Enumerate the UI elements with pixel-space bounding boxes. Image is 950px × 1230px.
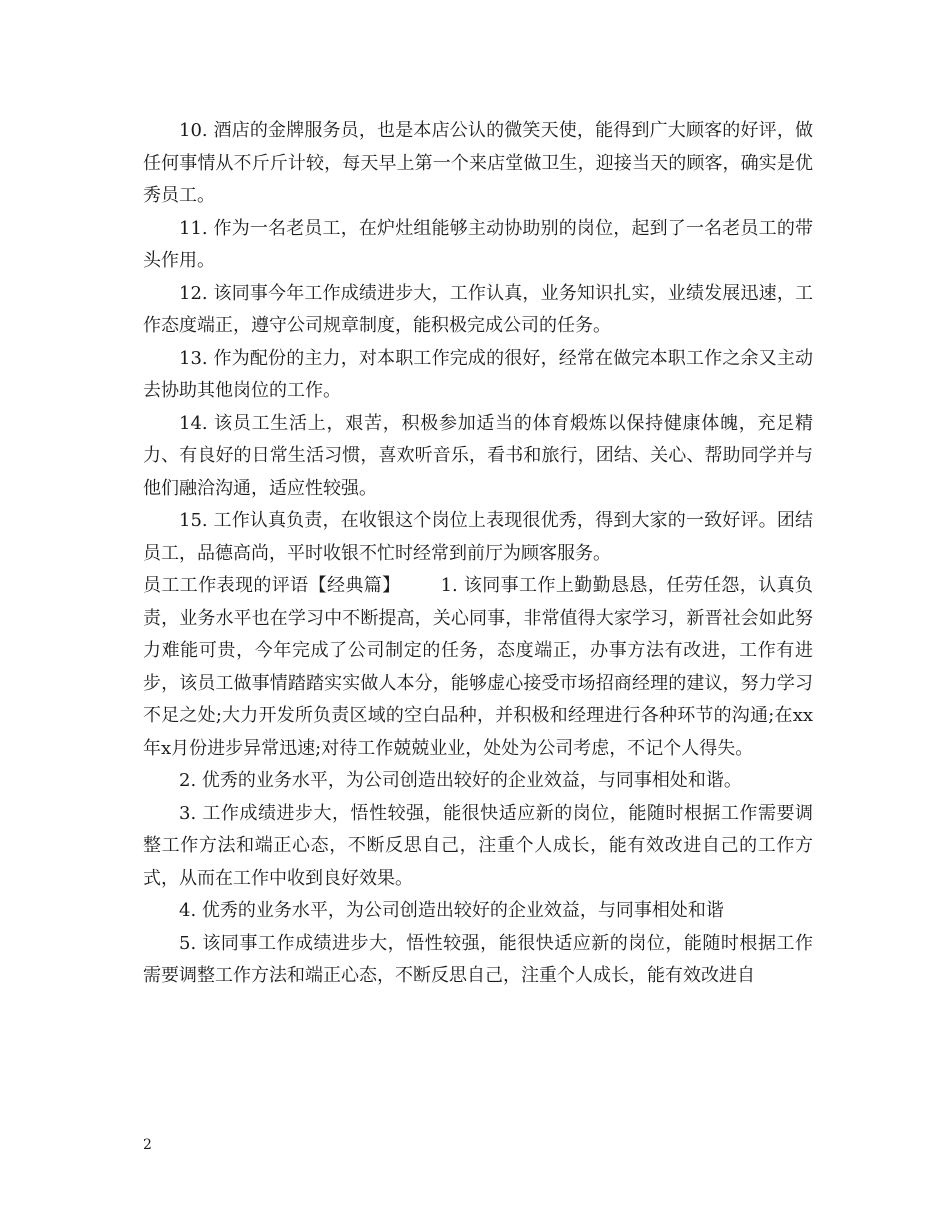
page-number: 2 [143, 1137, 152, 1153]
section-paragraph-1: 1. 该同事工作上勤勤恳恳，任劳任怨，认真负责，业务水平也在学习中不断提高，关心同事，非常值得大家学习，新晋社会如此努力难能可贵，今年完成了公司制定的任务，态度端正，办事方法有改进，工作有进步，该员工做事情踏踏实实做人本分，能够虚心接受市场招商经理的建议，努力学习不足之处;大力开发所负责区域的空白品种，并积极和经理进行各种环节的沟通;在xx年x月份进步异常迅速;对待工作兢兢业业，处处为公司考虑，不记个人得失。 [143, 575, 813, 759]
paragraph-14: 14. 该员工生活上，艰苦，积极参加适当的体育煅炼以保持健康体魄，充足精力、有良好的日常生活习惯，喜欢听音乐，看书和旅行，团结、关心、帮助同学并与他们融洽沟通，适应性较强。 [143, 412, 813, 499]
paragraph-2: 2. 优秀的业务水平，为公司创造出较好的企业效益，与同事相处和谐。 [179, 770, 742, 791]
paragraph-5: 5. 该同事工作成绩进步大，悟性较强，能很快适应新的岗位，能随时根据工作需要调整工作方法和端正心态，不断反思自己，注重个人成长，能有效改进自 [143, 932, 813, 986]
paragraph-3: 3. 工作成绩进步大，悟性较强，能很快适应新的岗位，能随时根据工作需要调整工作方法和端正心态，不断反思自己，注重个人成长，能有效改进自己的工作方式，从而在工作中收到良好效果。 [143, 802, 813, 889]
section-heading: 员工工作表现的评语【经典篇】 [143, 575, 401, 596]
document-page [143, 115, 813, 993]
paragraph-11: 11. 作为一名老员工，在炉灶组能够主动协助别的岗位，起到了一名老员工的带头作用。 [143, 217, 813, 271]
section-paragraph [143, 570, 813, 765]
paragraph-13: 13. 作为配份的主力，对本职工作完成的很好，经常在做完本职工作之余又主动去协助其他岗位的工作。 [143, 347, 813, 401]
paragraph-15: 15. 工作认真负责，在收银这个岗位上表现很优秀，得到大家的一致好评。团结员工，品德高尚，平时收银不忙时经常到前厅为顾客服务。 [143, 510, 813, 564]
paragraph-10: 10. 酒店的金牌服务员，也是本店公认的微笑天使，能得到广大顾客的好评，做任何事情从不斤斤计较，每天早上第一个来店堂做卫生，迎接当天的顾客，确实是优秀员工。 [143, 120, 813, 206]
paragraph-4: 4. 优秀的业务水平，为公司创造出较好的企业效益，与同事相处和谐 [179, 900, 724, 921]
paragraph-12: 12. 该同事今年工作成绩进步大，工作认真，业务知识扎实，业绩发展迅速，工作态度端正，遵守公司规章制度，能积极完成公司的任务。 [143, 282, 813, 336]
